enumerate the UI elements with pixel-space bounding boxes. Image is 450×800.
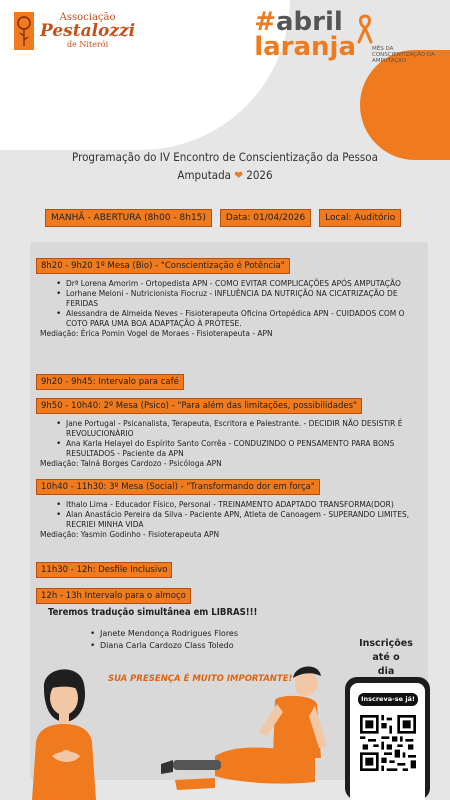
period-tag: MANHÃ - ABERTURA (8h00 - 8h15) — [45, 209, 212, 227]
list-item: • Ithalo Lima - Educador Físico, Personal - TREINAMENTO ADAPTADO TRANSFORMA(DOR) — [56, 500, 416, 510]
event-info-tags — [45, 209, 401, 227]
list-item: • Ana Karla Helayel do Espírito Santo Corrêa - CONDUZINDO O PENSAMENTO PARA BONS RESULTADOS - Paciente da APN — [56, 439, 416, 459]
session-3 — [36, 474, 416, 540]
page-title — [0, 148, 450, 184]
phone-screen — [350, 683, 425, 800]
interpreters-list — [70, 628, 310, 652]
campaign-word1: abril — [276, 7, 343, 37]
awareness-ribbon-icon — [356, 14, 374, 44]
session-4 — [36, 557, 172, 578]
title-line2b: 2026 — [246, 168, 273, 182]
break-coffee-title: 9h20 - 9h45: Intervalo para café — [36, 374, 184, 390]
title-line1: Programação do IV Encontro de Conscientização da Pessoa — [72, 150, 378, 164]
break-coffee — [36, 369, 184, 390]
session-1 — [36, 253, 416, 339]
list-item: • Drª Lorena Amorim - Ortopedista APN - COMO EVITAR COMPLICAÇÕES APÓS AMPUTAÇÃO — [56, 279, 416, 289]
session-3-mediation: Mediação: Yasmin Godinho - Fisioterapeuta APN — [40, 530, 220, 539]
qr-code-icon[interactable] — [360, 715, 416, 771]
location-tag: Local: Auditório — [319, 209, 401, 227]
list-item: • Janete Mendonça Rodrigues Flores — [90, 628, 310, 640]
campaign-hash: # — [254, 7, 276, 37]
presence-message: SUA PRESENÇA É MUITO IMPORTANTE! — [108, 674, 293, 684]
session-3-title: 10h40 - 11h30: 3º Mesa (Social) - "Transformando dor em força" — [36, 479, 320, 495]
list-item: • Lorhane Meloni - Nutricionista Fiocruz - INFLUÊNCIA DA NUTRIÇÃO NA CICATRIZAÇÃO DE FERIDAS — [56, 289, 416, 309]
phone-notch — [375, 677, 400, 682]
title-line2a: Amputada — [177, 168, 231, 182]
session-1-mediation: Mediação: Érica Pomin Vogel de Moraes - Fisioterapeuta - APN — [40, 329, 273, 338]
header-right-orange-shape — [360, 50, 450, 160]
heart-icon: ❤ — [234, 168, 243, 182]
org-line1: Associação — [59, 11, 116, 23]
amputee-woman-illustration — [155, 660, 340, 800]
abril-laranja-logo — [254, 7, 436, 65]
registration-line2: dia — [377, 666, 395, 677]
session-2 — [36, 393, 416, 469]
campaign-subtitle: MÊS DA CONSCIENTIZAÇÃO DA AMPUTAÇÃO — [372, 46, 435, 65]
list-item: • Alessandra de Almeida Neves - Fisioterapeuta Oficina Ortopédica APN - CUIDADOS COM O COTO PARA UMA BOA ADAPTAÇÃO À PRÓTESE. — [56, 309, 416, 329]
date-tag: Data: 01/04/2026 — [220, 209, 311, 227]
session-2-title: 9h50 - 10h40: 2º Mesa (Psico) - "Para além das limitações, possibilidades" — [36, 398, 362, 414]
pestalozzi-logo — [14, 12, 135, 50]
list-item: • Diana Carla Cardozo Class Toledo — [90, 640, 310, 652]
org-name: Pestalozzi — [40, 21, 136, 42]
rose-icon — [14, 12, 34, 50]
libras-heading: Teremos tradução simultânea em LIBRAS!!! — [48, 607, 258, 618]
session-5-title: 12h - 13h Intervalo para o almoço — [36, 588, 191, 604]
register-button[interactable]: Inscreva-se já! — [358, 693, 418, 706]
woman-signing-illustration — [22, 660, 112, 800]
session-5 — [36, 583, 191, 604]
phone-mockup — [345, 677, 430, 800]
session-4-title: 11h30 - 12h: Desfile Inclusivo — [36, 562, 172, 578]
campaign-word2: laranja — [254, 31, 356, 62]
list-item: • Jane Portugal - Psicanalista, Terapeuta, Escritora e Palestrante. - DECIDIR NÃO DESISTIR É REVOLUCIONÁRIO — [56, 419, 416, 439]
session-2-mediation: Mediação: Talná Borges Cardozo - Psicóloga APN — [40, 459, 222, 468]
org-line3: de Niterói — [67, 39, 109, 49]
registration-line1: Inscrições até o — [359, 638, 413, 663]
session-1-title: 8h20 - 9h20 1º Mesa (Bio) - "Conscientização é Potência" — [36, 258, 290, 274]
list-item: • Alan Anastácio Pereira da Silva - Paciente APN, Atleta de Canoagem - SUPERANDO LIMITES, RECRIEI MINHA VIDA — [56, 510, 416, 530]
